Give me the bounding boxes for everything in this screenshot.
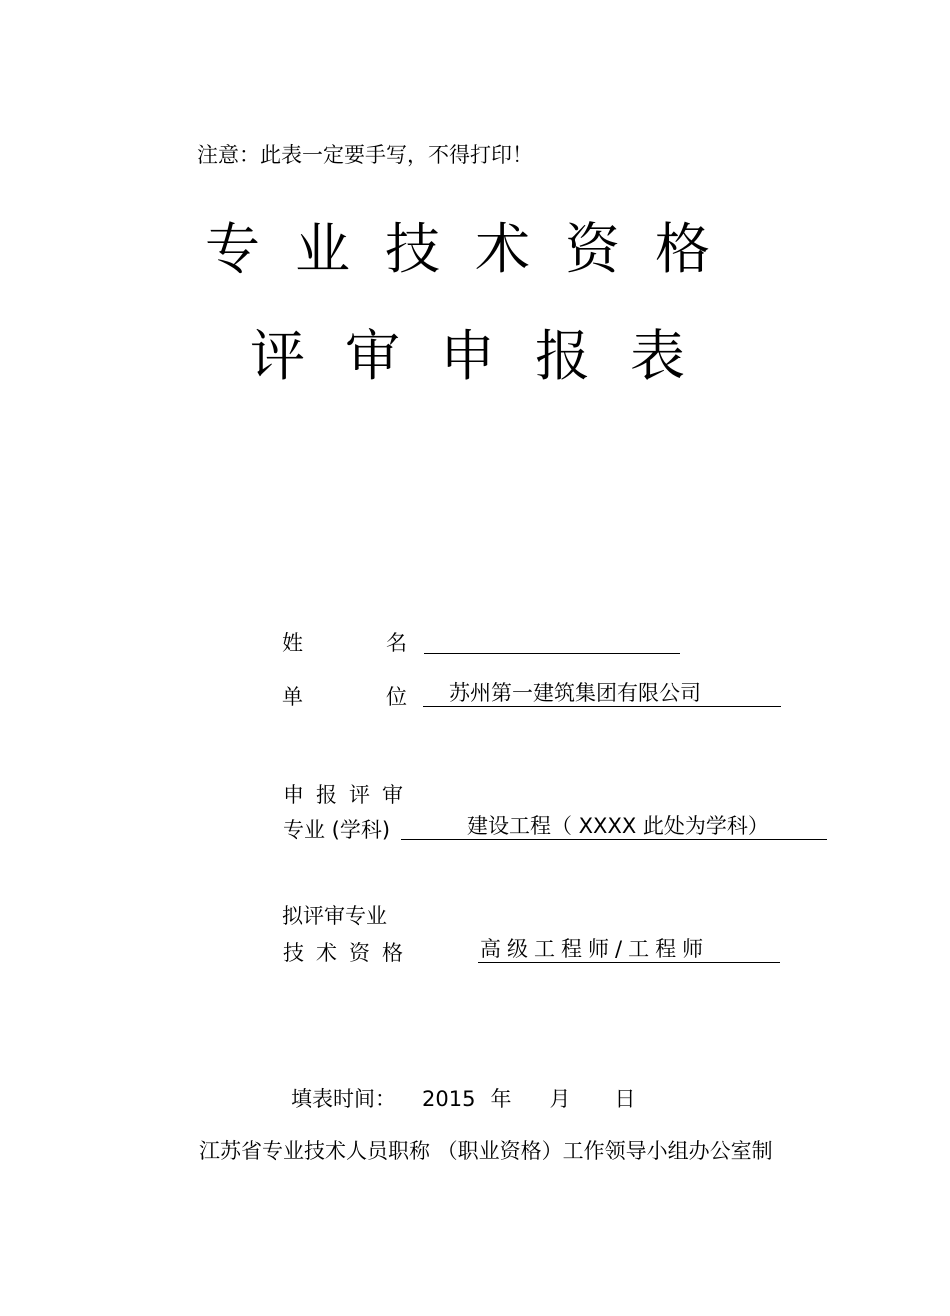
qualification-field[interactable] <box>478 936 780 963</box>
major-label-line1: 申报评审 <box>283 783 415 807</box>
fill-date-row <box>291 1083 635 1113</box>
name-label-char1: 姓 <box>282 631 303 655</box>
fill-date-year-unit: 年 <box>490 1087 512 1111</box>
major-field[interactable] <box>401 813 827 840</box>
handwrite-notice: 注意：此表一定要手写，不得打印！ <box>197 143 533 167</box>
qualification-label-line1: 拟评审专业 <box>282 904 387 928</box>
form-title-line2: 评审申报表 <box>250 324 726 388</box>
form-title-line1: 专业技术资格 <box>205 217 746 281</box>
unit-label-char2: 位 <box>386 685 407 709</box>
issuer-footer: 江苏省专业技术人员职称 （职业资格）工作领导小组办公室制 <box>199 1139 773 1163</box>
fill-date-day-unit: 日 <box>614 1087 636 1111</box>
unit-field[interactable] <box>423 680 781 707</box>
name-label-char2: 名 <box>386 631 407 655</box>
fill-date-month-unit: 月 <box>549 1087 571 1111</box>
major-value: 建设工程（ XXXX 此处为学科） <box>467 814 769 838</box>
unit-value: 苏州第一建筑集团有限公司 <box>449 681 701 705</box>
major-label-line2: 专业 (学科) <box>283 818 391 842</box>
name-field[interactable] <box>424 627 680 654</box>
fill-date-label: 填表时间： <box>291 1087 396 1111</box>
qualification-label-line2: 技术资格 <box>283 941 415 965</box>
qualification-value: 高级工程师/工程师 <box>480 937 710 961</box>
unit-label-char1: 单 <box>282 685 303 709</box>
fill-date-year[interactable]: 2015 <box>422 1087 476 1111</box>
